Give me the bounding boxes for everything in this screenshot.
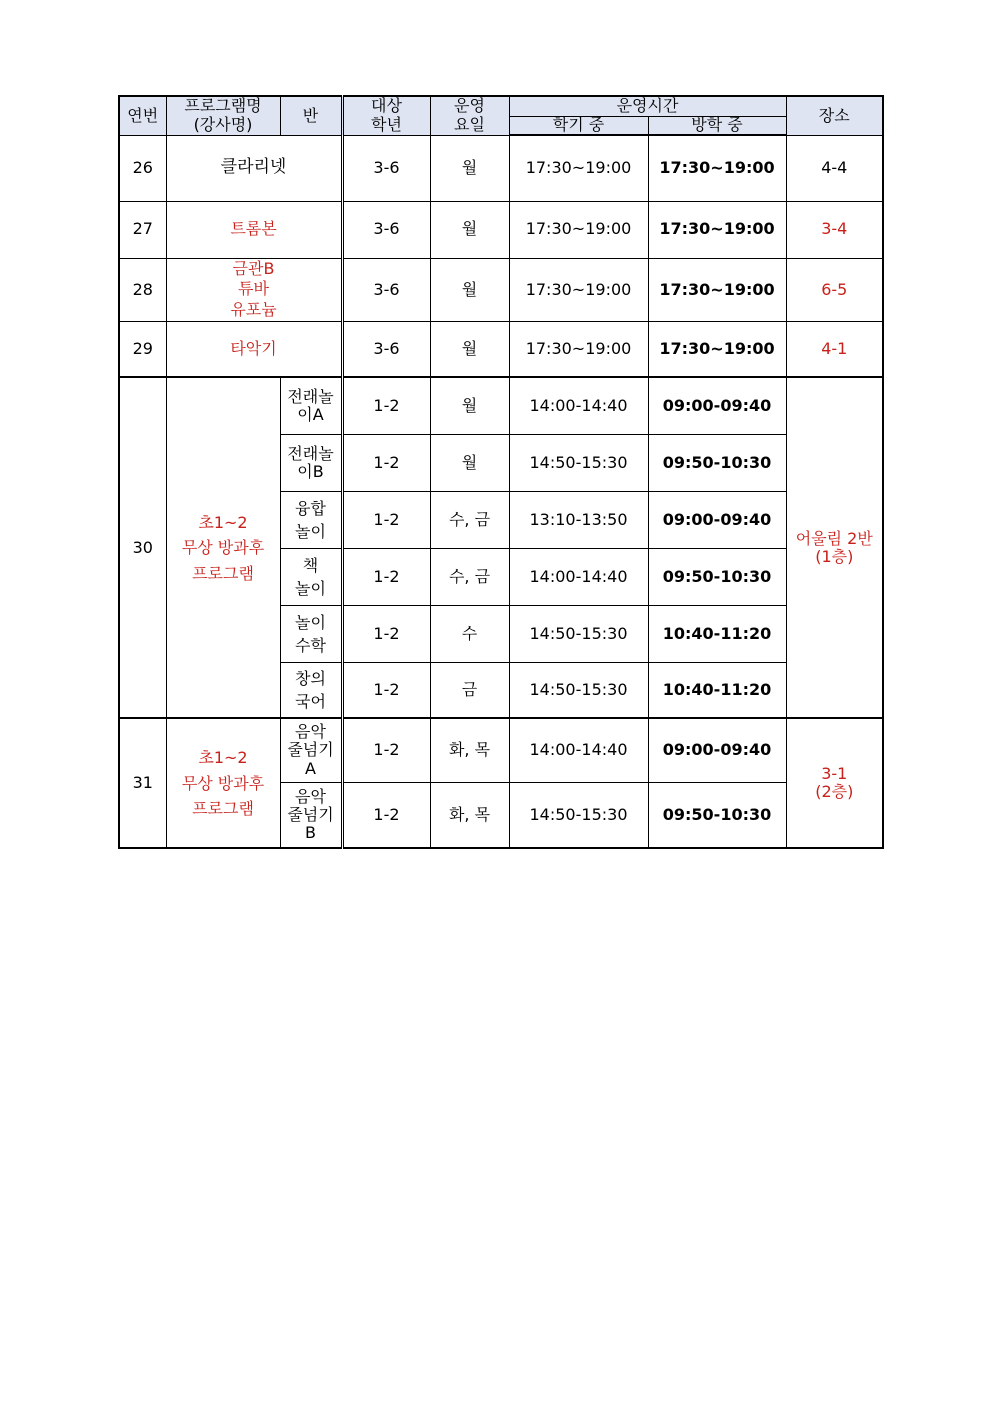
grade: 1-2 — [342, 605, 430, 662]
program-name: 초1~2 무상 방과후 프로그램 — [166, 718, 280, 848]
day: 월 — [430, 135, 509, 201]
header-place: 장소 — [786, 96, 883, 135]
day: 월 — [430, 258, 509, 321]
time-term: 14:00-14:40 — [509, 718, 648, 782]
table-row — [119, 377, 883, 434]
program-name: 타악기 — [166, 321, 342, 377]
class-name: 음악 줄넘기 B — [280, 782, 342, 848]
grade: 3-6 — [342, 258, 430, 321]
header-time: 운영시간 — [509, 96, 786, 116]
grade: 1-2 — [342, 377, 430, 434]
table-row — [119, 201, 883, 258]
grade: 1-2 — [342, 662, 430, 718]
class-name: 창의 국어 — [280, 662, 342, 718]
grade: 3-6 — [342, 201, 430, 258]
class-name: 전래놀 이B — [280, 434, 342, 491]
header-class: 반 — [280, 96, 342, 135]
row-no: 29 — [119, 321, 166, 377]
time-vacation: 10:40-11:20 — [648, 605, 786, 662]
time-vacation: 09:50-10:30 — [648, 434, 786, 491]
day: 월 — [430, 377, 509, 434]
class-name: 융합 놀이 — [280, 491, 342, 548]
day: 월 — [430, 321, 509, 377]
grade: 3-6 — [342, 321, 430, 377]
table-row — [119, 258, 883, 321]
row-no: 28 — [119, 258, 166, 321]
table-row — [119, 718, 883, 782]
day: 금 — [430, 662, 509, 718]
row-no: 26 — [119, 135, 166, 201]
time-term: 17:30~19:00 — [509, 321, 648, 377]
schedule-table — [118, 95, 884, 849]
table-row — [119, 135, 883, 201]
time-vacation: 17:30~19:00 — [648, 135, 786, 201]
program-name: 초1~2 무상 방과후 프로그램 — [166, 377, 280, 718]
time-vacation: 17:30~19:00 — [648, 321, 786, 377]
place: 4-4 — [786, 135, 883, 201]
table-row — [119, 321, 883, 377]
time-vacation: 09:00-09:40 — [648, 718, 786, 782]
day: 화, 목 — [430, 718, 509, 782]
time-term: 17:30~19:00 — [509, 201, 648, 258]
header-grade: 대상 학년 — [342, 96, 430, 135]
day: 월 — [430, 434, 509, 491]
place: 어울림 2반 (1층) — [786, 377, 883, 718]
time-vacation: 09:50-10:30 — [648, 782, 786, 848]
header-time-term: 학기 중 — [509, 116, 648, 135]
class-name: 전래놀 이A — [280, 377, 342, 434]
program-name: 금관B 튜바 유포늄 — [166, 258, 342, 321]
class-name: 책 놀이 — [280, 548, 342, 605]
place: 4-1 — [786, 321, 883, 377]
header-program: 프로그램명 (강사명) — [166, 96, 280, 135]
class-name: 놀이 수학 — [280, 605, 342, 662]
time-term: 14:50-15:30 — [509, 662, 648, 718]
time-vacation: 17:30~19:00 — [648, 201, 786, 258]
grade: 1-2 — [342, 434, 430, 491]
day: 수, 금 — [430, 548, 509, 605]
time-term: 14:50-15:30 — [509, 605, 648, 662]
time-vacation: 09:00-09:40 — [648, 377, 786, 434]
day: 월 — [430, 201, 509, 258]
day: 수, 금 — [430, 491, 509, 548]
row-no: 27 — [119, 201, 166, 258]
day: 화, 목 — [430, 782, 509, 848]
header-no: 연번 — [119, 96, 166, 135]
place: 3-4 — [786, 201, 883, 258]
time-term: 14:00-14:40 — [509, 548, 648, 605]
row-no: 31 — [119, 718, 166, 848]
day: 수 — [430, 605, 509, 662]
time-vacation: 09:00-09:40 — [648, 491, 786, 548]
place: 3-1 (2층) — [786, 718, 883, 848]
row-no: 30 — [119, 377, 166, 718]
class-name: 음악 줄넘기 A — [280, 718, 342, 782]
program-name: 트롬본 — [166, 201, 342, 258]
program-name: 클라리넷 — [166, 135, 342, 201]
time-term: 14:50-15:30 — [509, 434, 648, 491]
header-time-vacation: 방학 중 — [648, 116, 786, 135]
grade: 1-2 — [342, 491, 430, 548]
time-term: 13:10-13:50 — [509, 491, 648, 548]
grade: 1-2 — [342, 718, 430, 782]
time-vacation: 09:50-10:30 — [648, 548, 786, 605]
time-term: 17:30~19:00 — [509, 258, 648, 321]
place: 6-5 — [786, 258, 883, 321]
time-term: 14:50-15:30 — [509, 782, 648, 848]
time-term: 14:00-14:40 — [509, 377, 648, 434]
time-term: 17:30~19:00 — [509, 135, 648, 201]
grade: 1-2 — [342, 782, 430, 848]
time-vacation: 10:40-11:20 — [648, 662, 786, 718]
header-day: 운영 요일 — [430, 96, 509, 135]
time-vacation: 17:30~19:00 — [648, 258, 786, 321]
grade: 1-2 — [342, 548, 430, 605]
grade: 3-6 — [342, 135, 430, 201]
